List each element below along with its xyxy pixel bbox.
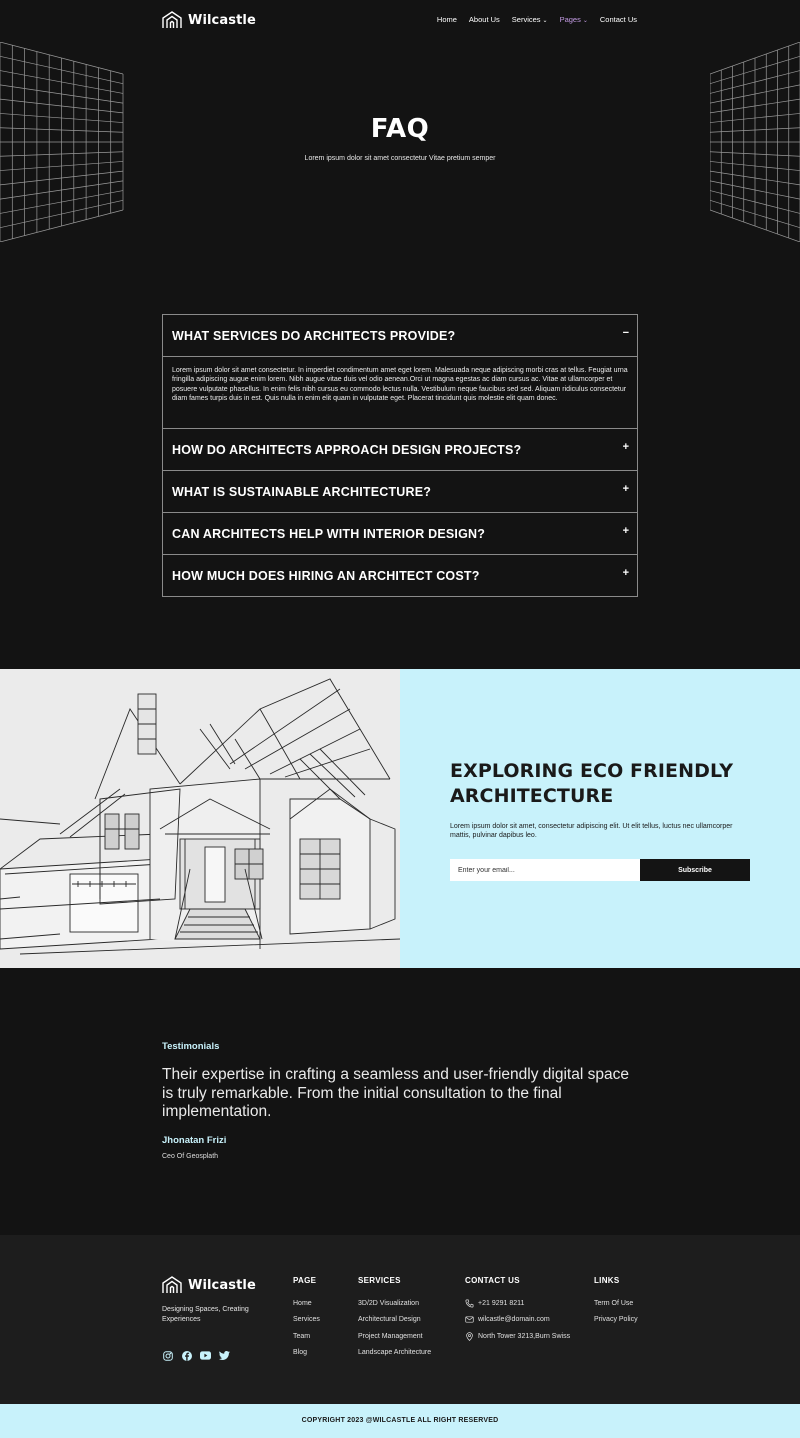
testimonial-quote: Their expertise in crafting a seamless and user-friendly digital space is truly remarkable. From the initial consultation to the final implementation.: [162, 1066, 629, 1120]
page-subtitle: Lorem ipsum dolor sit amet consectetur Vitae pretium semper: [304, 155, 496, 162]
footer-link-services[interactable]: Services: [293, 1316, 320, 1324]
minus-icon: −: [622, 326, 629, 339]
footer-contact-address: [465, 1332, 570, 1341]
testimonials-label: Testimonials: [162, 1041, 220, 1052]
faq-item: [163, 315, 637, 429]
subscribe-button[interactable]: Subscribe: [640, 859, 750, 881]
brand-logo[interactable]: [162, 11, 256, 29]
faq-question-button[interactable]: [163, 471, 637, 512]
faq-question-text: WHAT IS SUSTAINABLE ARCHITECTURE?: [172, 484, 432, 499]
nav-contact-us[interactable]: Contact Us: [599, 15, 637, 24]
nav-services[interactable]: [512, 15, 548, 24]
faq-question-button[interactable]: [163, 513, 637, 554]
street-address: North Tower 3213,Burn Swiss: [478, 1332, 571, 1340]
phone-icon: [465, 1299, 474, 1308]
nav-pages[interactable]: [560, 15, 588, 24]
faq-item: [163, 429, 637, 471]
faq-question-button[interactable]: [163, 555, 637, 596]
faq-question-text: WHAT SERVICES DO ARCHITECTS PROVIDE?: [172, 328, 456, 343]
mail-icon: [465, 1315, 474, 1324]
footer-services-column: [358, 1276, 431, 1364]
eco-section: [0, 669, 800, 968]
chevron-down-icon: ⌄: [582, 18, 588, 24]
nav-about-us[interactable]: About Us: [468, 15, 500, 24]
footer-links-column: [594, 1276, 644, 1332]
footer-brand-logo[interactable]: [162, 1276, 256, 1294]
footer-tagline: Designing Spaces, Creating Experiences: [162, 1306, 249, 1323]
footer-link-term-of-use[interactable]: Term Of Use: [594, 1300, 634, 1307]
faq-question-text: HOW MUCH DOES HIRING AN ARCHITECT COST?: [172, 568, 480, 583]
faq-question-button[interactable]: [163, 315, 637, 356]
footer-link-privacy-policy[interactable]: Privacy Policy: [594, 1316, 638, 1324]
footer-brand-name: Wilcastle: [188, 1277, 256, 1293]
plus-icon: +: [622, 440, 629, 453]
footer: [0, 1235, 800, 1404]
footer-link-home[interactable]: Home: [293, 1300, 312, 1307]
page-title: FAQ: [370, 114, 430, 144]
youtube-icon[interactable]: [200, 1350, 211, 1361]
email-input[interactable]: [450, 859, 640, 881]
plus-icon: +: [622, 566, 629, 579]
logo-icon: [162, 11, 182, 29]
faq-question-text: CAN ARCHITECTS HELP WITH INTERIOR DESIGN?: [172, 526, 486, 541]
eco-newsletter-panel: [400, 669, 800, 968]
copyright-bar: COPYRIGHT 2023 @WILCASTLE ALL RIGHT RESERVED: [0, 1404, 800, 1438]
footer-contact-phone[interactable]: [465, 1299, 570, 1308]
testimonial-author-name: Jhonatan Frizi: [162, 1135, 227, 1146]
footer-contact-email[interactable]: [465, 1315, 570, 1324]
phone-number: +21 9291 8211: [478, 1300, 525, 1307]
eco-description: Lorem ipsum dolor sit amet, consectetur adipiscing elit. Ut elit tellus, luctus nec ullamcorper mattis, pulvinar dapibus leo.: [450, 823, 733, 839]
chevron-down-icon: ⌄: [542, 18, 548, 24]
footer-link-visualization[interactable]: 3D/2D Visualization: [358, 1300, 419, 1307]
footer-link-architectural-design[interactable]: Architectural Design: [358, 1316, 421, 1324]
footer-page-heading: PAGE: [293, 1276, 317, 1285]
nav-services-label: Services: [511, 15, 541, 24]
testimonial-author-role: Ceo Of Geosplath: [162, 1153, 219, 1160]
faq-accordion: [162, 314, 638, 597]
house-sketch-image: [0, 669, 400, 968]
eco-title: EXPLORING ECO FRIENDLY ARCHITECTURE: [450, 760, 734, 807]
footer-link-team[interactable]: Team: [293, 1332, 311, 1340]
footer-link-blog[interactable]: Blog: [293, 1348, 308, 1356]
top-navigation: [0, 0, 800, 42]
hero-section: [0, 42, 800, 282]
social-links: [162, 1350, 230, 1361]
faq-question-text: HOW DO ARCHITECTS APPROACH DESIGN PROJECTS?: [172, 442, 522, 457]
footer-contact-column: [465, 1276, 570, 1348]
instagram-icon[interactable]: [162, 1350, 173, 1361]
footer-links-heading: LINKS: [594, 1276, 620, 1285]
plus-icon: +: [622, 482, 629, 495]
plus-icon: +: [622, 524, 629, 537]
footer-services-heading: SERVICES: [358, 1276, 401, 1285]
footer-page-column: [293, 1276, 320, 1364]
location-icon: [465, 1332, 474, 1341]
facebook-icon[interactable]: [181, 1350, 192, 1361]
faq-item: [163, 555, 637, 596]
footer-link-landscape-architecture[interactable]: Landscape Architecture: [358, 1348, 432, 1356]
twitter-icon[interactable]: [219, 1350, 230, 1361]
nav-home[interactable]: Home: [436, 15, 457, 24]
faq-item: [163, 471, 637, 513]
email-address: wilcastle@domain.com: [478, 1316, 550, 1324]
faq-item: [163, 513, 637, 555]
brand-name: Wilcastle: [188, 12, 256, 28]
faq-answer: Lorem ipsum dolor sit amet consectetur. In imperdiet condimentum amet eget lorem. Malesuada neque adipiscing morbi cras at tellus. Feugiat urna fringilla adipiscing augue enim lorem. Nibh augue vitae duis vel odio aenean.Orci ut magna egestas ac diam cursus ac. Vitae at ullamcorper et posuere vulputate phasellus. In enim felis nibh cursus eu commodo lectus nulla. Vestibulum neque faucibus sed sed. Aliquam ridiculus consectetur diam fames turpis duis in est. Quis nulla in enim elit quam in vulputate eget. Placerat tincidunt quis molestie elit quam donec.: [163, 356, 637, 428]
footer-contact-heading: CONTACT US: [465, 1276, 520, 1285]
main-menu: [437, 15, 637, 24]
logo-icon: [162, 1276, 182, 1294]
faq-question-button[interactable]: [163, 429, 637, 470]
footer-link-project-management[interactable]: Project Management: [358, 1332, 423, 1340]
nav-pages-label: Pages: [559, 15, 581, 24]
